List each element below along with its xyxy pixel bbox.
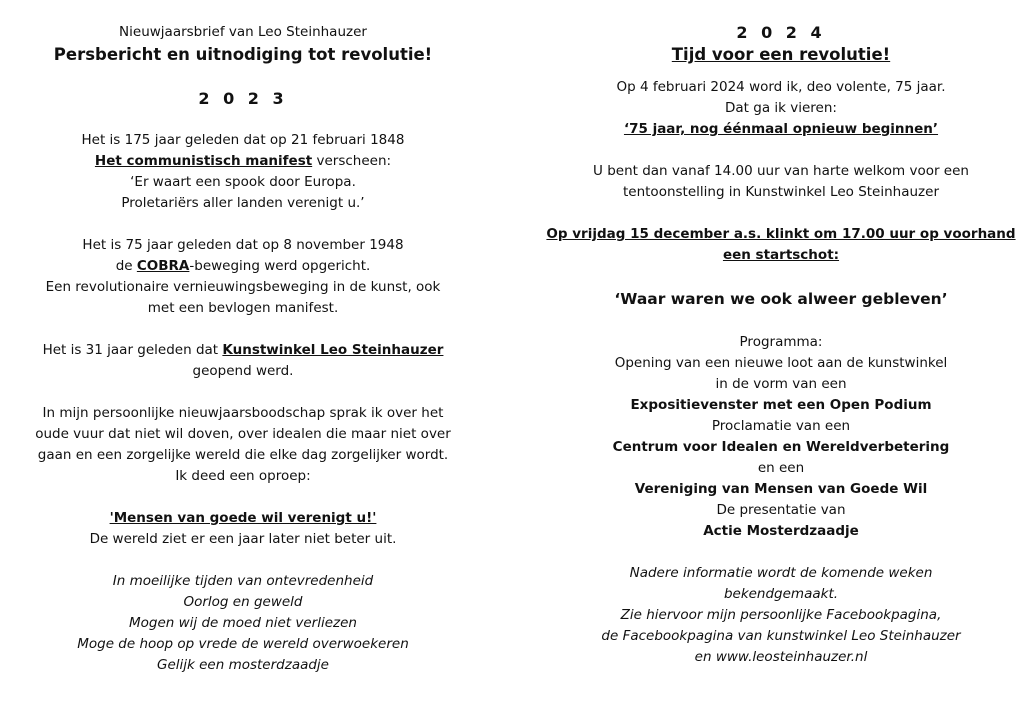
message-line: gaan en een zorgelijke wereld die elke dag zorgelijker wordt. — [37, 447, 449, 463]
poem-line: In moeilijke tijden van ontevredenheid — [112, 573, 374, 589]
welcome-line: U bent dan vanaf 14.00 uur van harte welkom voor een — [593, 163, 969, 179]
programma-list — [546, 332, 1016, 542]
programma-item: Opening van een nieuwe loot aan de kunstwinkel — [614, 355, 948, 371]
manifesto-line: Het is 175 jaar geleden dat op 21 februari 1848 — [81, 132, 405, 148]
event-title: ‘Waar waren we ook alweer gebleven’ — [614, 290, 948, 308]
programma-item: Vereniging van Mensen van Goede Wil — [634, 481, 928, 497]
info-line: Nadere informatie wordt de komende weken — [629, 565, 933, 581]
poem-line: Oorlog en geweld — [183, 594, 303, 610]
slogan: 'Mensen van goede wil verenigt u!' — [109, 510, 377, 526]
letter-header: Nieuwjaarsbrief van Leo Steinhauzer — [119, 24, 367, 40]
programma-item: Proclamatie van een — [711, 418, 851, 434]
poem-line: Mogen wij de moed niet verliezen — [128, 615, 357, 631]
cobra-link: COBRA — [136, 258, 190, 274]
motto: ‘75 jaar, nog éénmaal opnieuw beginnen’ — [623, 121, 939, 137]
manifesto-line: Het communistisch manifest verscheen: — [94, 153, 392, 169]
message-line: Ik deed een oproep: — [175, 468, 311, 484]
startschot-line: Op vrijdag 15 december a.s. klinkt om 17.00 uur op voorhand — [546, 226, 1016, 242]
programma-item: in de vorm van een — [715, 376, 847, 392]
website-line: en www.leosteinhauzer.nl — [694, 649, 868, 665]
revolution-title: Tijd voor een revolutie! — [671, 45, 891, 64]
startschot-line: een startschot: — [722, 247, 840, 263]
info-line: de Facebookpagina van kunstwinkel Leo Steinhauzer — [601, 628, 961, 644]
shop-line: Het is 31 jaar geleden dat Kunstwinkel Leo Steinhauzer — [42, 342, 444, 358]
programma-item: De presentatie van — [716, 502, 846, 518]
year-2024: 2 0 2 4 — [736, 23, 826, 42]
communist-manifesto-link: Het communistisch manifest — [94, 153, 313, 169]
manifesto-quote: ‘Er waart een spook door Europa. — [130, 174, 356, 190]
programma-item: en een — [757, 460, 805, 476]
column-2024 — [546, 22, 1016, 668]
programma-item: Programma: — [739, 334, 823, 350]
shop-link: Kunstwinkel Leo Steinhauzer — [222, 342, 444, 358]
cobra-line: Het is 75 jaar geleden dat op 8 november 1948 — [82, 237, 404, 253]
cobra-line: Een revolutionaire vernieuwingsbeweging in de kunst, ook — [45, 279, 441, 295]
message-line: oude vuur dat niet wil doven, over idealen die maar niet over — [35, 426, 451, 442]
shop-line: geopend werd. — [192, 363, 294, 379]
year-2023: 2 0 2 3 — [198, 89, 288, 108]
cobra-line: de COBRA-beweging werd opgericht. — [115, 258, 371, 274]
poem-line: Moge de hoop op vrede de wereld overwoekeren — [77, 636, 409, 652]
intro-line: Op 4 februari 2024 word ik, deo volente, 75 jaar. — [616, 79, 946, 95]
programma-item: Expositievenster met een Open Podium — [630, 397, 932, 413]
programma-item: Centrum voor Idealen en Wereldverbetering — [612, 439, 950, 455]
message-line: In mijn persoonlijke nieuwjaarsboodschap sprak ik over het — [42, 405, 444, 421]
cobra-line: met een bevlogen manifest. — [147, 300, 339, 316]
intro-line: Dat ga ik vieren: — [725, 100, 837, 116]
info-line: Zie hiervoor mijn persoonlijke Facebookpagina, — [620, 607, 942, 623]
manifesto-quote: Proletariërs aller landen verenigt u.’ — [121, 195, 365, 211]
programma-item: Actie Mosterdzaadje — [703, 523, 859, 539]
poem-line: Gelijk een mosterdzaadje — [156, 657, 329, 673]
info-line: bekendgemaakt. — [723, 586, 839, 602]
slogan-after: De wereld ziet er een jaar later niet beter uit. — [89, 531, 397, 547]
column-2023 — [8, 22, 478, 676]
welcome-line: tentoonstelling in Kunstwinkel Leo Steinhauzer — [622, 184, 940, 200]
press-title: Persbericht en uitnodiging tot revolutie! — [53, 45, 433, 64]
